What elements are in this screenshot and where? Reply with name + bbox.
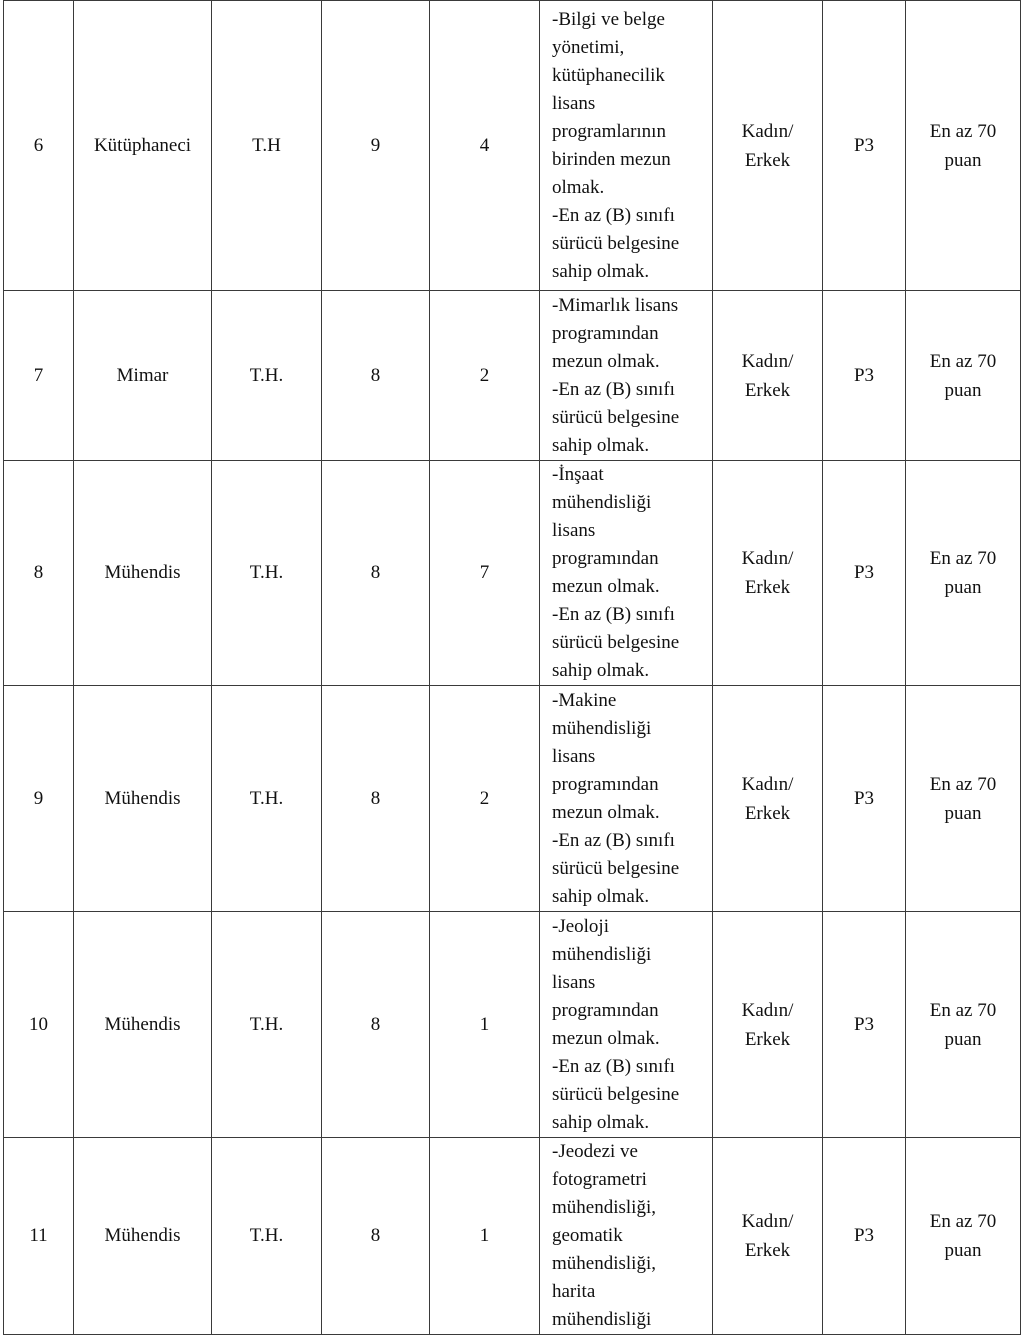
grade: 8 [322,291,430,461]
requirement-line: lisans [552,745,596,767]
gender-cell [713,291,823,461]
position-title: Mühendis [74,1138,212,1335]
min-score-cell-line: puan [944,1028,982,1050]
position-count: 7 [430,461,540,686]
requirement-line: sahip olmak. [552,885,650,907]
requirement-line: lisans [552,971,596,993]
table-row [4,1,1021,291]
requirement-line: lisans [552,92,596,114]
requirements-cell [540,1,713,291]
min-score-cell-line: En az 70 [929,548,997,569]
requirement-line: harita [552,1281,596,1302]
min-score-cell-line: En az 70 [929,773,997,795]
min-score-cell [906,1,1021,291]
requirement-line: -Mimarlık lisans [552,294,679,316]
min-score-cell [906,1138,1021,1335]
requirement-line: -İnşaat [552,464,604,485]
requirement-line: sahip olmak. [552,1111,650,1133]
grade: 9 [322,1,430,291]
requirement-line: mühendisliği, [552,1253,656,1274]
exam-type: P3 [823,912,906,1138]
row-number: 7 [4,291,74,461]
requirement-line: geomatik [552,1225,623,1246]
grade: 8 [322,461,430,686]
requirement-line: sürücü belgesine [552,406,680,428]
min-score-cell-line: puan [944,577,982,598]
requirements-cell [540,461,713,686]
requirement-line: sürücü belgesine [552,1083,680,1105]
requirement-line: mezun olmak. [552,576,660,597]
gender-cell-line: Kadın/ [741,773,794,795]
min-score-cell [906,912,1021,1138]
gender-cell [713,912,823,1138]
gender-cell-line: Kadın/ [741,350,794,372]
position-title: Mimar [74,291,212,461]
gender-cell [713,686,823,912]
min-score-cell-line: puan [944,802,982,824]
requirement-line: sürücü belgesine [552,232,680,254]
requirement-line: sahip olmak. [552,660,650,681]
position-table [3,0,1021,1335]
gender-cell-line: Kadın/ [741,120,794,142]
requirement-line: mezun olmak. [552,350,660,372]
requirement-line: mezun olmak. [552,1027,660,1049]
service-class: T.H. [212,461,322,686]
row-number: 10 [4,912,74,1138]
exam-type: P3 [823,291,906,461]
requirement-line: mezun olmak. [552,801,660,823]
gender-cell-line: Erkek [744,1240,791,1261]
position-title: Mühendis [74,461,212,686]
gender-cell-line: Erkek [744,379,791,401]
requirements-cell [540,1138,713,1335]
service-class: T.H [212,1,322,291]
requirement-line: mühendisliği [552,943,652,965]
requirement-line: -Makine [552,689,617,711]
requirement-line: mühendisliği [552,1309,652,1330]
row-number: 6 [4,1,74,291]
min-score-cell-line: puan [944,379,982,401]
requirement-line: programından [552,548,659,569]
requirement-line: sürücü belgesine [552,857,680,879]
grade: 8 [322,686,430,912]
min-score-cell [906,461,1021,686]
requirement-line: -En az (B) sınıfı [552,378,675,400]
requirement-line: programından [552,999,659,1021]
gender-cell-line: Kadın/ [741,1211,794,1232]
min-score-cell-line: puan [944,149,982,171]
exam-type: P3 [823,686,906,912]
requirement-line: -En az (B) sınıfı [552,829,675,851]
table-row [4,291,1021,461]
requirement-line: lisans [552,520,596,541]
requirement-line: -Bilgi ve belge [552,8,665,30]
min-score-cell-line: puan [944,1240,982,1261]
requirements-cell [540,912,713,1138]
requirement-line: programından [552,773,659,795]
requirement-line: -En az (B) sınıfı [552,604,675,625]
requirements-cell [540,686,713,912]
requirement-line: olmak. [552,176,605,198]
position-title: Kütüphaneci [74,1,212,291]
position-count: 2 [430,686,540,912]
requirement-line: birinden mezun [552,148,671,170]
requirement-line: mühendisliği [552,492,652,513]
table-row [4,912,1021,1138]
exam-type: P3 [823,461,906,686]
position-count: 2 [430,291,540,461]
requirement-line: programlarının [552,120,666,142]
min-score-cell-line: En az 70 [929,120,997,142]
requirement-line: mühendisliği [552,717,652,739]
service-class: T.H. [212,291,322,461]
requirement-line: fotogrametri [552,1169,647,1190]
requirement-line: sahip olmak. [552,434,650,456]
gender-cell [713,1,823,291]
requirement-line: -Jeoloji [552,915,609,937]
gender-cell-line: Erkek [744,149,791,171]
position-count: 1 [430,1138,540,1335]
min-score-cell [906,291,1021,461]
gender-cell [713,1138,823,1335]
position-title: Mühendis [74,686,212,912]
requirement-line: mühendisliği, [552,1197,656,1218]
grade: 8 [322,1138,430,1335]
service-class: T.H. [212,1138,322,1335]
gender-cell-line: Erkek [744,577,791,598]
position-count: 1 [430,912,540,1138]
requirement-line: -En az (B) sınıfı [552,204,675,226]
requirement-line: programından [552,322,659,344]
requirement-line: kütüphanecilik [552,64,665,86]
table-row [4,1138,1021,1335]
min-score-cell-line: En az 70 [929,1211,997,1232]
requirement-line: -En az (B) sınıfı [552,1055,675,1077]
position-title: Mühendis [74,912,212,1138]
gender-cell-line: Kadın/ [741,999,794,1021]
gender-cell-line: Kadın/ [741,548,794,569]
min-score-cell [906,686,1021,912]
exam-type: P3 [823,1138,906,1335]
requirements-cell [540,291,713,461]
min-score-cell-line: En az 70 [929,999,997,1021]
table-row [4,686,1021,912]
table-row [4,461,1021,686]
requirement-line: sürücü belgesine [552,632,680,653]
requirement-line: yönetimi, [552,36,625,58]
requirement-line: -Jeodezi ve [552,1141,638,1162]
position-count: 4 [430,1,540,291]
row-number: 11 [4,1138,74,1335]
gender-cell [713,461,823,686]
table-body [4,1,1021,1335]
row-number: 8 [4,461,74,686]
min-score-cell-line: En az 70 [929,350,997,372]
gender-cell-line: Erkek [744,802,791,824]
row-number: 9 [4,686,74,912]
requirement-line: sahip olmak. [552,260,650,282]
gender-cell-line: Erkek [744,1028,791,1050]
grade: 8 [322,912,430,1138]
service-class: T.H. [212,912,322,1138]
exam-type: P3 [823,1,906,291]
service-class: T.H. [212,686,322,912]
